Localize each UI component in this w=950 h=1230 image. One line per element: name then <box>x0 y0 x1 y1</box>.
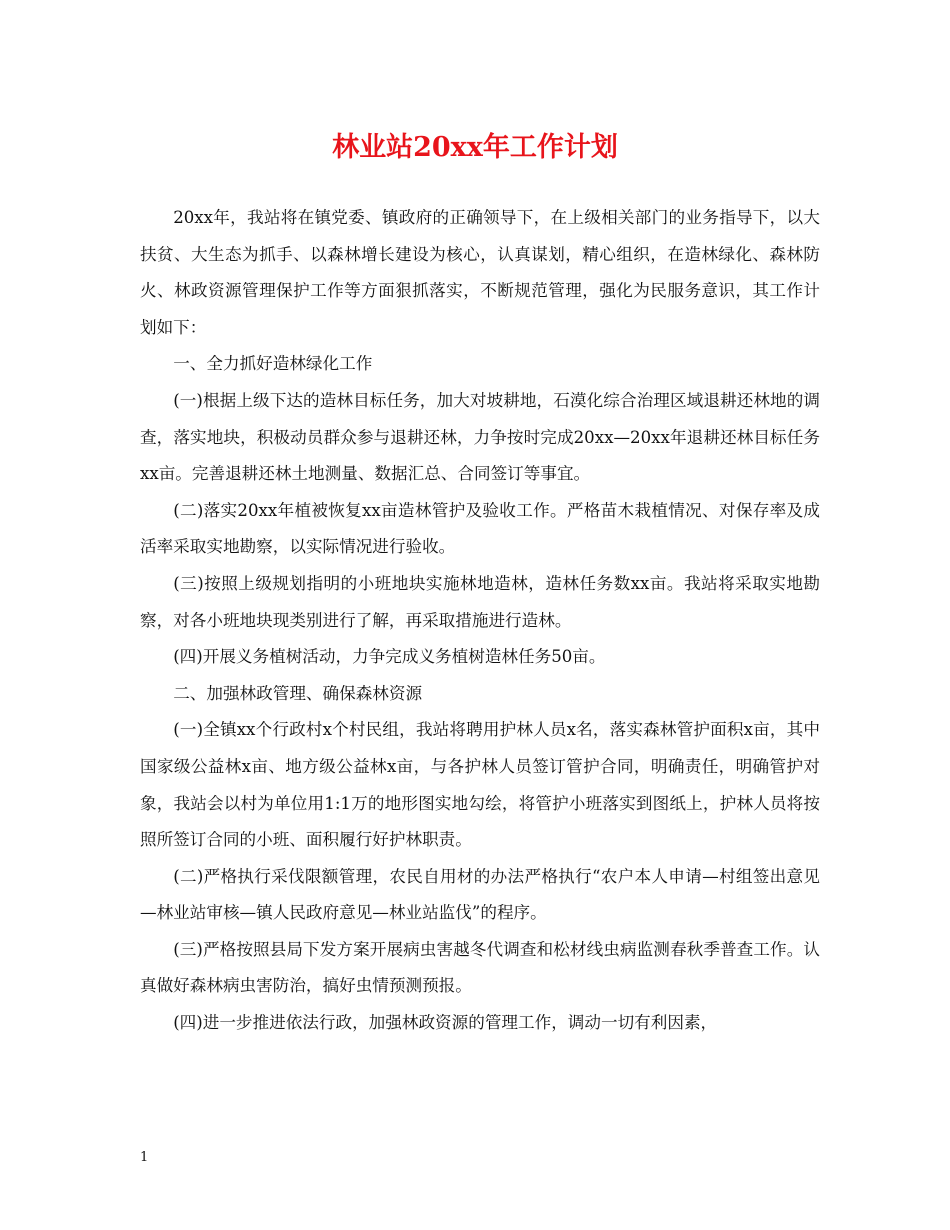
paragraph-management-3: (三)严格按照县局下发方案开展病虫害越冬代调查和松材线虫病监测春秋季普查工作。认真做好森林病虫害防治，搞好虫情预测预报。 <box>140 939 820 996</box>
section-heading-forest-management: 二、加强林政管理、确保森林资源 <box>173 683 423 703</box>
paragraph-afforestation-3: (三)按照上级规划指明的小班地块实施林地造林，造林任务数xx亩。我站将采取实地勘察，对各小班地块现类别进行了解，再采取措施进行造林。 <box>140 573 820 630</box>
section-heading-afforestation: 一、全力抓好造林绿化工作 <box>173 354 373 374</box>
document-body <box>140 200 820 1042</box>
paragraph-management-2: (二)严格执行采伐限额管理，农民自用材的办法严格执行“农户本人申请—村组签出意见—林业站审核—镇人民政府意见—林业站监伐”的程序。 <box>140 866 820 923</box>
paragraph-intro: 20xx年，我站将在镇党委、镇政府的正确领导下，在上级相关部门的业务指导下，以大扶贫、大生态为抓手、以森林增长建设为核心，认真谋划，精心组织，在造林绿化、森林防火、林政资源管理保护工作等方面狠抓落实，不断规范管理，强化为民服务意识，其工作计划如下： <box>140 208 820 337</box>
paragraph-management-1: (一)全镇xx个行政村x个村民组，我站将聘用护林人员x名，落实森林管护面积x亩，其中国家级公益林x亩、地方级公益林x亩，与各护林人员签订管护合同，明确责任，明确管护对象，我站会以村为单位用1:1万的地形图实地勾绘，将管护小班落实到图纸上，护林人员将按照所签订合同的小班、面积履行好护林职责。 <box>140 720 820 850</box>
paragraph-afforestation-4: (四)开展义务植树活动，力争完成义务植树造林任务50亩。 <box>173 647 606 667</box>
paragraph-management-4: (四)进一步推进依法行政，加强林政资源的管理工作，调动一切有利因素， <box>173 1013 718 1033</box>
paragraph-afforestation-2: (二)落实20xx年植被恢复xx亩造林管护及验收工作。严格苗木栽植情况、对保存率及成活率采取实地勘察，以实际情况进行验收。 <box>140 500 820 557</box>
document-title: 林业站20xx年工作计划 <box>332 132 618 163</box>
page-number: 1 <box>140 1150 149 1165</box>
paragraph-afforestation-1: (一)根据上级下达的造林目标任务，加大对坡耕地，石漠化综合治理区域退耕还林地的调查，落实地块，积极动员群众参与退耕还林，力争按时完成20xx—20xx年退耕还林目标任务xx亩。完善退耕还林土地测量、数据汇总、合同签订等事宜。 <box>140 390 820 484</box>
